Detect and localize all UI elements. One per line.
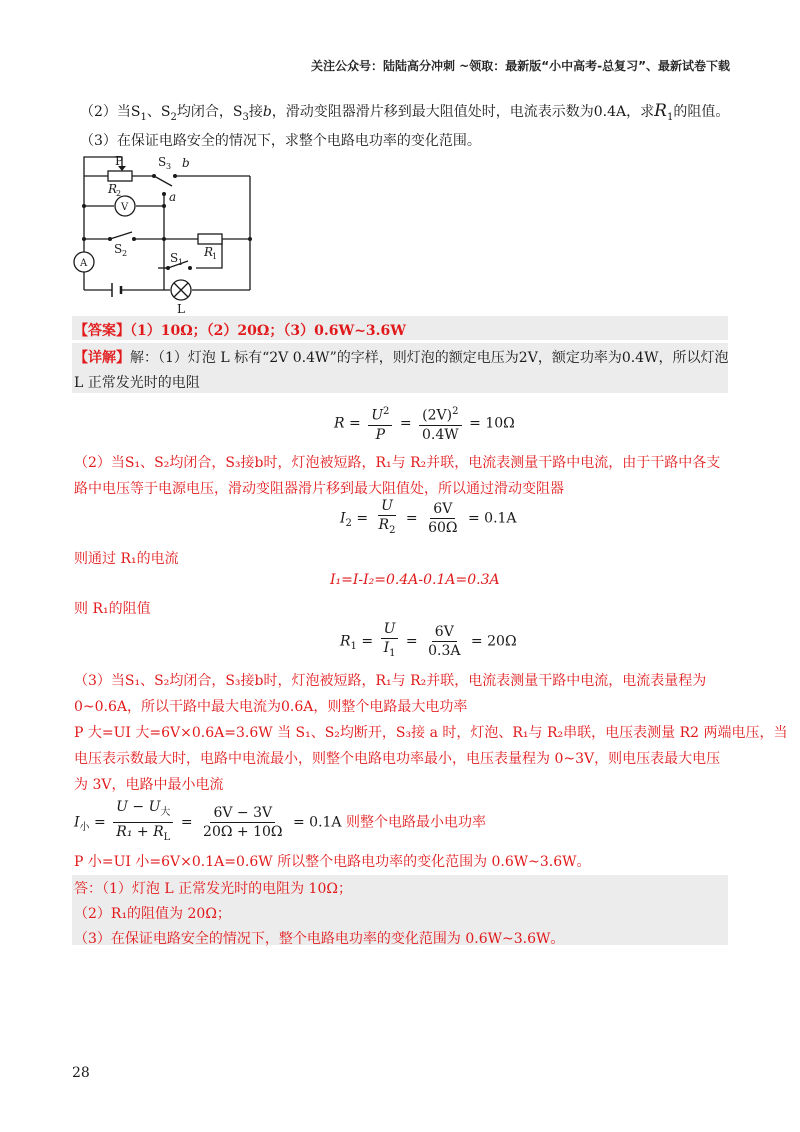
page-header: 关注公众号：陆陆高分冲刺 ~领取：最新版“小中高考-总复习”、最新试卷下载 bbox=[311, 59, 730, 73]
resistor-r1 bbox=[198, 234, 222, 244]
final-1: 答：（1）灯泡 L 正常发光时的电阻为 10Ω； bbox=[74, 881, 352, 897]
page-number: 28 bbox=[72, 1065, 90, 1081]
label-v: V bbox=[121, 202, 129, 213]
svg-text:1: 1 bbox=[212, 252, 218, 261]
svg-text:2: 2 bbox=[116, 189, 122, 198]
question-2: （2）当$S_1$、$S_2$均闭合，$S_3$接b，滑动变阻器滑片移到最大阻值处时，电流表示数为0.4A，求$R_1$的阻值。 bbox=[80, 101, 730, 123]
final-2: （2）R₁的阻值为 20Ω； bbox=[74, 906, 231, 922]
label-a: a bbox=[169, 190, 177, 204]
detail-p2b: 路中电压等于电源电压，滑动变阻器滑片移到最大阻值处，所以通过滑动变阻器 bbox=[74, 481, 564, 497]
equation-3: I₁=I-I₂=0.4A-0.1A=0.3A bbox=[330, 572, 500, 588]
circuit-diagram bbox=[72, 152, 272, 316]
detail-p7: P 小=UI 小=6V×0.1A=0.6W 所以整个电路电功率的变化范围为 0.6W~3.6W。 bbox=[74, 854, 591, 870]
detail-p6c: 为 3V，电路中最小电流 bbox=[74, 777, 224, 793]
label-b: b bbox=[182, 156, 190, 170]
rheostat-r2 bbox=[108, 171, 132, 181]
final-3: （3）在保证电路安全的情况下，整个电路电功率的变化范围为 0.6W~3.6W。 bbox=[74, 931, 565, 947]
label-r1: R bbox=[204, 245, 214, 259]
equation-5: $I_小$ = $\frac{U - U_大}{R_1 + R_L}$ = $\frac{6V - 3V}{20\Omega + 10\Omega}$ = 0.1A 则整个电路最小电功率 bbox=[74, 799, 486, 843]
label-s3: S bbox=[158, 155, 167, 169]
equation-4: $R_1$ = $\frac{U}{I_1}$ = $\frac{6V}{0.3A}$ = 20Ω bbox=[340, 621, 517, 659]
svg-text:1: 1 bbox=[178, 258, 184, 267]
svg-text:2: 2 bbox=[122, 249, 128, 258]
detail-p1b: L 正常发光时的电阻 bbox=[74, 375, 200, 391]
detail-p5b: 0~0.6A，所以干路中最大电流为0.6A，则整个电路最大电功率 bbox=[74, 699, 468, 715]
equation-2: $I_2$ = $\frac{U}{R_2}$ = $\frac{6V}{60\Omega}$ = 0.1A bbox=[340, 498, 517, 536]
label-a-meter: A bbox=[80, 258, 88, 269]
label-r2: R bbox=[108, 182, 118, 196]
svg-text:3: 3 bbox=[166, 162, 172, 171]
detail-p6a: P 大=UI 大=6V×0.6A=3.6W 当 S₁、S₂均断开，S₃接 a 时，灯泡、R₁与 R₂串联，电压表测量 R2 两端电压，当 bbox=[74, 725, 788, 741]
detail-p6b: 电压表示数最大时，电路中电流最小，则整个电路电功率最小，电压表量程为 0~3V，则电压表最大电压 bbox=[74, 751, 721, 767]
detail-p1: 【详解】解：（1）灯泡 L 标有“2V 0.4W”的字样，则灯泡的额定电压为2V，额定功率为0.4W，所以灯泡 bbox=[74, 350, 729, 366]
question-3: （3）在保证电路安全的情况下，求整个电路电功率的变化范围。 bbox=[80, 133, 481, 149]
label-p: P bbox=[115, 154, 124, 168]
detail-p5a: （3）当S₁、S₂均闭合，S₃接b时，灯泡被短路，R₁与 R₂并联，电流表测量干路中电流，电流表量程为 bbox=[74, 673, 707, 689]
equation-1: R = $\frac{U^2}{P}$ = $\frac{(2V)^2}{0.4W}$ = 10Ω bbox=[334, 403, 515, 444]
detail-p3: 则通过 R₁的电流 bbox=[74, 551, 179, 567]
answer-line: 【答案】（1）10Ω；（2）20Ω；（3）0.6W~3.6W bbox=[74, 323, 407, 339]
label-s2: S bbox=[114, 242, 123, 256]
detail-p2a: （2）当S₁、S₂均闭合，S₃接b时，灯泡被短路，R₁与 R₂并联，电流表测量干路中电流，由于干路中各支 bbox=[74, 455, 721, 471]
label-l: L bbox=[177, 302, 185, 316]
detail-p4: 则 R₁的阻值 bbox=[74, 601, 151, 617]
label-s1: S bbox=[170, 251, 179, 265]
